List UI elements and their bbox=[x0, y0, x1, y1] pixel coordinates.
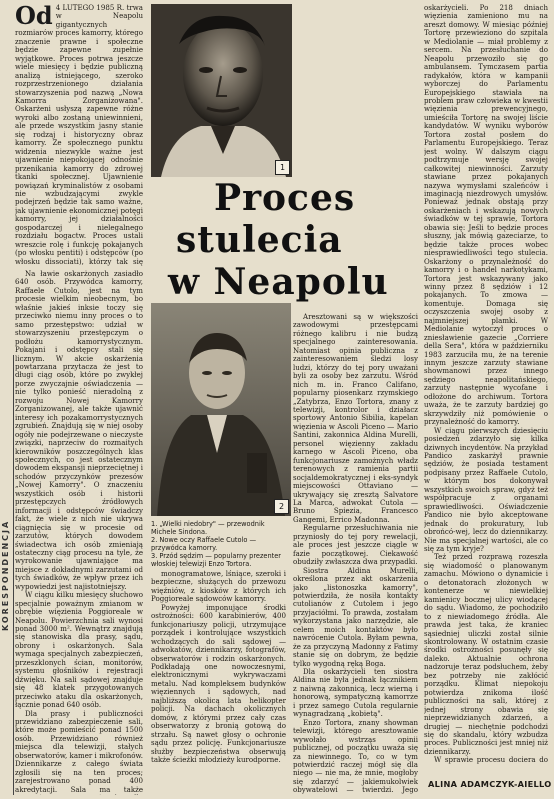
photo-number-1: 1 bbox=[275, 160, 290, 175]
column-2-body bbox=[151, 570, 286, 795]
column-4-body bbox=[424, 4, 548, 764]
portrait-2-image bbox=[151, 303, 291, 516]
col3-paragraph: Regularne przesłuchiwania nie przyniosły do tej pory rewelacji, ale proces jest jeszcze ciągle w fazie początkowej. Ciekawość obudziły zwłaszcza dwa przypadki. bbox=[293, 523, 418, 567]
photo-portrait-2 bbox=[151, 303, 291, 516]
photo-caption bbox=[151, 520, 291, 568]
headline-line-2: stulecia bbox=[176, 219, 343, 261]
intro-text: 4 LUTEGO 1985 R. trwa w Neapolu gigantycznych rozmiarów proces kamorry, którego znaczenie prawne i społeczne będzie zapewne zupełnie wyjątkowe. Proces potrwa jeszcze wiele miesięcy i będzie publiczną analizą istniejącego, szeroko rozprzestrzenionego działania stowarzyszenia pod nazwą „Nowa Kamorra Zorganizowana". Oskarżeni usłyszą zapewne różne wyroki albo zostaną uniewinnieni, ale przede wszystkim jasny stanie się rodzaj i historyczny obraz kamorry. Ze społecznego punktu widzenia niezwykle ważne jest ujawnienie niepokojącej odnośnie przenikania kamorry do zdrowej tkanki społecznej. Ujawnienie powiązań kryminalistów z osobami nie wzbudzającymi zwykle podejrzeń będzie tak samo ważne, jak ujawnienie ekonomicznej potęgi kamorry, jej działalności gospodarczej i nielegalnego rozdziału bogactw. Proces ustali wreszcie rolę i funkcję pokajanych (po włosku pentiti) i odstępców (po włosku dissociati), którzy tak się bbox=[15, 4, 143, 266]
col3-paragraph: Aresztowani są w większości zawodowymi przestępcami różnego kalibru i nie budzą specjalnego zainteresowania. Natomiast opinia publiczna z zainteresowaniem śledzi losy ludzi, którzy do tej pory uważani byli za osoby bez zarzutu. Wśród nich m. in. Franco Califano, popularny piosenkarz rzymskiego „Zatybrza, Enzo Tortora, znany z telewizji, kontrolor i działacz sportowy Antonio Sibilia, kapelan więzienia w Ascoli Piceno — Mario Santini, zakonnica Aldina Murelli, personel więzienny zakładu karnego w Ascoli Piceno, oba funkcjonariusze zamożnych władz terenowych z ramienia partii socjaldemokratycznej i eks-syndyk miejscowości Ottaviano — ukrywający się zresztą Salvatore La Marca, adwokat Cutola — Bruno Spiezia, Francesco Gangemi, Errico Madonna. bbox=[293, 313, 418, 524]
col2-paragraph: monogramatowe, lśniące, szeroki i bezpieczne, służących do przewozu więźniów, z kiosków z których ich Poggioreale sądowców kamorry. bbox=[151, 570, 286, 604]
col3-paragraph: Dla oskarżycieli ten siostra Aldina nie była jednak łącznikiem z naiwną zakonnicą, lecz wierną i honorową, sympatyczną kamorrze i przez samego Cutola regularnie wynagradzaną „kobietą". bbox=[293, 667, 418, 719]
author-signature: ALINA ADAMCZYK-AIELLO bbox=[428, 779, 552, 789]
headline-line-3: w Neapolu bbox=[168, 261, 389, 303]
portrait-1-image bbox=[151, 4, 292, 177]
drop-cap: Od bbox=[15, 4, 53, 30]
col4-paragraph: W ciągu pierwszych dziesięciu posiedzeń zdarzyło się kilka dziwnych incydentów. Na przykład Pandico zaskarżył prawnie sędziów, że posiada testament podpisany przez Raffaele Cutolo, w którym bos dokonywał wszystkich swoich spraw, gdyż też współpracuje z organami sprawiedliwości. Oświadczenie Pandico nie było akceptowane jednak do prokuratury, lub obrońcó-wej, lecz do dziennikarzy. Nie ma specjalnej wartości, ale co się za tym kryje? bbox=[424, 425, 548, 553]
col1-paragraph: Na ławie oskarżonych zasiadło 640 osób. Przywódca kamorry, Raffaele Cutolo, jest na tym procesie wielkim nieobecnym, bo właśnie jakieś inksie toczy się przeciwko niemu inny proces o to samo przestępstwo: udział w stowarzyszeniu przestępczym o podłożu kamorrystycznym. Pokajani i odstępcy stali się licznym. W akcie oskarżenia powtarzana przytacza że jest to długi ciąg osób, które po zwykłej porze zwyczajnie oświadczenia — nie tylko ponieść nieradolną z rozwoju Nowej Kamorry Zorganizowanej, ale także ujawnić interesy ich pozakamorrystycznych zgrubień. Znajdują się w niej osoby ogóły nie podejrzewane o nieczyste związki, naprzeciw do rozmaitych kierowników poszczególnych klas społecznych, co jest ostatecznym dowodem ekspansji nieprzeciętnej i schodów przyczynków prezesów „Nowej Kamorry". O znaczeniu wszystkich osób i historii przestępczych źródłowych informacji i odstępców świadczy fakt, że wiele z nich nie ukrywa ciągnięcia się w procesie od zarzutów, których dowodem świadectwa ich osób zmieniają ostateczny ciąg procesu na tyle, że wyrokowanie ujawniające ma miejsce z dokładnymi zarzutami od tych świadków, że wpływ przez ich wypowiedzi jest najistotniejszy. bbox=[15, 270, 143, 591]
col4-paragraph: Też przed rozprawą rozeszła się wiadomość o planowanym zamachu. Mówiono o dynamicie i o detonatorach złożonych w kontenerze w niewielkiej kamienicy bocznej ulicy wiodącej do sądu. Wiadomo, że pochodziło to z niewiadomego źródła. Ale prawda jest taka, że kraniec sąsiedniej uliczki został silnie skontrolowany. W ostatnim czasie środki ostrożności posunęły się daleko. Aktualnie ochrona nadzoruje teraz podsłuchem, żeby bez potrzeby nie zakłócić porządku. Klimat niepokoju potwierdza znikoma ilość publiczności na sali, której z jednej strony obawia się nieprzewidzianych zdarzeń, a drugiej — niechętnie podchodzi się do skandalu, który wzbudza proces. Publiczności jest mniej niż dziennikarzy. bbox=[424, 552, 548, 756]
caption-line-2: 2. Nowe oczy Raffaele Cutolo — przywódca kamorry. bbox=[151, 536, 257, 552]
col3-paragraph: Enzo Tortora, znany showman telewizji, którego aresztowanie wywołało wstrząs opinii publicznej, od początku uważa się za niewinnego. To, co w tym potwierdzić raczej mógł się dla niego — nie ma, że mnie, mogłoby się zdarzyć — jakiemukolwiek obywatelowi — twierdzi. Jego bbox=[293, 717, 418, 795]
column-1-body bbox=[15, 270, 143, 795]
side-rule bbox=[13, 355, 14, 795]
col3-paragraph: Siostra Aldina Murelli, określona przez akt oskarżenia jako „listonoszka kamorry", potwierdziła, że nosiła kontakty cutolianów z Cutolem i jego przyjaciółmi. To prawda, zostałam wykorzystana jako narzędzie, ale celem moich kontaktów było nawrócenie Cutola. Byłam pewna, że za przyczyną Madonny z Fatimy stanie się on dobrym, że będzie tylko wygodną ręką Boga. bbox=[293, 565, 418, 668]
headline-line-1: Proces bbox=[214, 177, 356, 219]
column-3-body bbox=[293, 313, 418, 795]
photo-portrait-1 bbox=[151, 4, 292, 177]
col1-paragraph: W ciągu kilku miesięcy słuchowo specjalnie poważnym zmianom w obrębie więzienia Poggioreale w Neapolu. Powierzchnia sali wynosi ponad 3000 m². Wewnątrz znajdują się stanowiska dla prasy, sądu, obrony i oskarżonych. Sala wymaga specjalnych zabezpieczeń, przeszklonych ścian, monitorów, systemu głośników i rejestracji dźwięku. Na sali sądowej znajduje się 48 klatek przygotowanych przeciwko ataku dla oskarżonych, łącznie ponad 640 osób. bbox=[15, 590, 143, 710]
column-1-intro bbox=[15, 4, 143, 266]
side-label: KORESPONDENCJA bbox=[1, 519, 10, 631]
col2-paragraph: Powyżej imponujące środki ostrożności: 600 karabinierów, 400 funkcjonariuszy policji, utrzymujące porządek i kontrolujące wszystkich wchodzących do sali sądowej — adwokatów, dziennikarzy, fotografów, obserwatorów i rodzin oskarżonych. Podkładają one nowoczesnymi, elektronicznymi wykrywaczami metalu. Nad kompleksem budynków więziennych i sądowych, nad najbliższą okolicą lata helikopter policji. Na dachach okolicznych domów, z którymi przez cały czas obserwatorzy z bronią gotową do strzału. Są nawet głosy o ochronie sądu przez policję. Funkcjonariusze służby bezpieczeństwa obserwują także ścieżki młodzieży kurodporne. bbox=[151, 602, 286, 764]
photo-number-2: 2 bbox=[274, 499, 289, 514]
col4-paragraph: W sprawie procesu dociera do bbox=[434, 755, 548, 764]
col4-paragraph: oskarżycieli. Po 218 dniach więzienia zamieniono mu na areszt domowy. W miesiąc później Tortorę przewieziono do szpitala w Mediolanie — miał problemy z sercem. Na przesłuchanie do Neapolu przewoziło się go ambulansem. Tymczasem partia radykałów, która w kampanii wyborczej do Parlamentu Europejskiego stawiała na problem praw człowieka w kwestii więzienia prewencyjnego, umieściła Tortorę na swojej liście kandydatów. W wyniku wyborów Tortora został posłem do Parlamentu Europejskiego. Teraz jest wolny. W dalszym ciągu podtrzymuje wersję swojej całkowitej niewinności. Zarzuty stawiane przez pokajanych nazywa wymysłami szaleńców i imaginacją niezdrowych umysłów. Ponieważ jednak obstają przy oskarżeniach i wskazują nowych świadków w tej sprawie, Tortora obawia się: Jeśli to będzie proces słuszny, jak mówią gazeciarze, to będzie także proces wobec niesprawiedliwości tego stulecia. Oskarżony o przynależność do kamorry i o handel narkotykami, Tortora jest wskazywany jako winny przez 8 sędziów i 12 pokajanych. To zmowa — komentuje. Domaga się oczyszczenia swojej osoby z najmniejszej plamki. W Mediolanie wytoczył proces o zniesławienie gazecie „Corriere della Sera", która w październiku 1983 zarzuciła mu, że na terenie innym jeszcze zarzuty stawiane showmanowi przez innego sędziego neapolitańskiego, zarzuty następnie wycofane i odłożone do archiwum. Tortora uważa, że te zarzuty bardziej go skrzywdziły niż pomówienie o przynależność do kamorry. bbox=[424, 4, 548, 427]
caption-line-1: 1. „Wielki niedobry" — przewodnik Michele Sindona. bbox=[151, 520, 265, 536]
col1-paragraph: Dla prasy i publiczności przewidziano zabezpieczenie sali, które może pomieścić ponad 1500 osób. Przewidziano również miejsca dla telewizji, stałych obserwatorów, kamer i mikrofonów. Dziennikarze z całego świata zgłosili się na ten proces; zarejestrowano ponad 400 akredytacji. Sala ma także bbox=[15, 708, 143, 794]
caption-line-3: 3. Przód sędzim — popularny prezenter włoskiej telewizji Enzo Tortora. bbox=[151, 552, 282, 568]
